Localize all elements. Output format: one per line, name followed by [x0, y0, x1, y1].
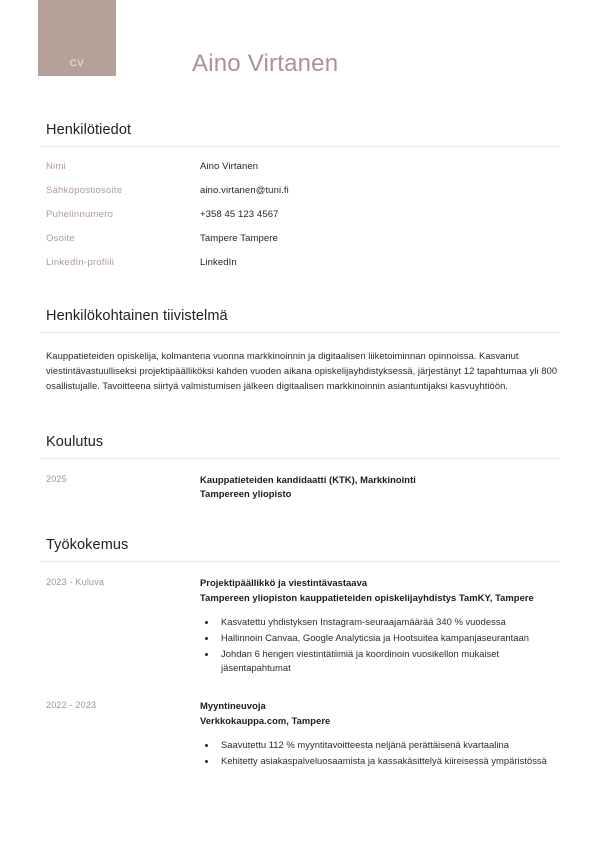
info-label: Osoite — [46, 233, 75, 244]
work-bullet-list — [200, 738, 560, 769]
cv-logo-box — [38, 0, 116, 76]
cv-logo-label: CV — [69, 58, 85, 69]
summary-paragraph: Kauppatieteiden opiskelija, kolmantena vuonna markkinoinnin ja digitaalisen liiketoiminnan opinnoissa. Kasvanut viestintävastuulliseksi projektipäälliköksi kahden vuoden aikana opiskelijayhdistyksessä, järjestänyt 12 tapahtumaa yli 800 osallistujalle. Tavoitteena siirtyä valmistumisen jälkeen digitaalisen markkinoinnin asiantuntijaksi kasvuyhtiöön. — [46, 350, 558, 392]
list-item: • Kasvatettu yhdistyksen Instagram-seuraajamäärää 340 % vuodessa — [217, 615, 560, 630]
work-entry — [40, 576, 560, 677]
entry-body — [200, 699, 560, 769]
entry-date: 2022 - 2023 — [46, 700, 97, 711]
section-divider — [40, 561, 560, 562]
resume-header — [0, 0, 600, 100]
section-title-education: Koulutus — [46, 433, 104, 450]
info-value: Tampere Tampere — [200, 233, 278, 244]
info-row-address — [46, 233, 560, 244]
entry-date: 2023 - Kuluva — [46, 577, 105, 588]
info-label: LinkedIn-profiili — [46, 257, 115, 268]
info-row-linkedin — [46, 257, 560, 268]
candidate-name-title: Aino Virtanen — [192, 50, 339, 77]
work-employer: Tampereen yliopiston kauppatieteiden opiskelijayhdistys TamKY, Tampere — [200, 591, 534, 603]
entry-body — [200, 576, 560, 677]
info-value: Aino Virtanen — [200, 161, 259, 172]
info-value: +358 45 123 4567 — [200, 209, 279, 220]
list-item: • Saavutettu 112 % myyntitavoitteesta neljänä perättäisenä kvartaalina — [217, 738, 560, 753]
section-divider — [40, 458, 560, 459]
info-value-linkedin[interactable]: LinkedIn — [200, 257, 237, 268]
work-entry — [40, 699, 560, 769]
list-item: • Kehitetty asiakaspalveluosaamista ja kassakäsittelyä kiireisessä ympäristössä — [217, 754, 560, 769]
education-entry — [40, 473, 560, 502]
entry-body — [200, 473, 560, 502]
work-role: Myyntineuvoja — [200, 700, 266, 712]
info-label: Sähköpostiosoite — [46, 185, 123, 196]
section-divider — [40, 146, 560, 147]
section-work-experience — [0, 537, 600, 769]
info-value: aino.virtanen@tuni.fi — [200, 185, 289, 196]
info-row-nimi — [46, 161, 560, 172]
list-item: • Hallinnoin Canvaa, Google Analyticsia ja Hootsuitea kampanjaseurantaan — [217, 631, 560, 646]
info-label: Nimi — [46, 161, 66, 172]
work-bullet-list — [200, 615, 560, 676]
section-personal-info — [0, 122, 600, 268]
education-degree: Kauppatieteiden kandidaatti (KTK), Markkinointi — [200, 473, 416, 485]
entry-date: 2025 — [46, 473, 67, 484]
personal-info-table — [40, 161, 560, 268]
section-title-summary: Henkilökohtainen tiivistelmä — [46, 308, 228, 324]
info-row-phone — [46, 209, 560, 220]
section-divider — [40, 332, 560, 333]
section-education — [0, 434, 600, 502]
section-title-personal-info: Henkilötiedot — [46, 122, 132, 138]
work-employer: Verkkokauppa.com, Tampere — [200, 714, 331, 726]
list-item: • Johdan 6 hengen viestintätiimiä ja koordinoin vuosikellon mukaiset jäsentapahtumat — [217, 647, 560, 677]
info-label: Puhelinnumero — [46, 209, 114, 220]
info-row-email — [46, 185, 560, 196]
section-summary — [0, 308, 600, 394]
education-institution: Tampereen yliopisto — [200, 488, 292, 499]
work-role: Projektipäällikkö ja viestintävastaava — [200, 577, 368, 589]
section-title-work-experience: Työkokemus — [46, 537, 129, 554]
